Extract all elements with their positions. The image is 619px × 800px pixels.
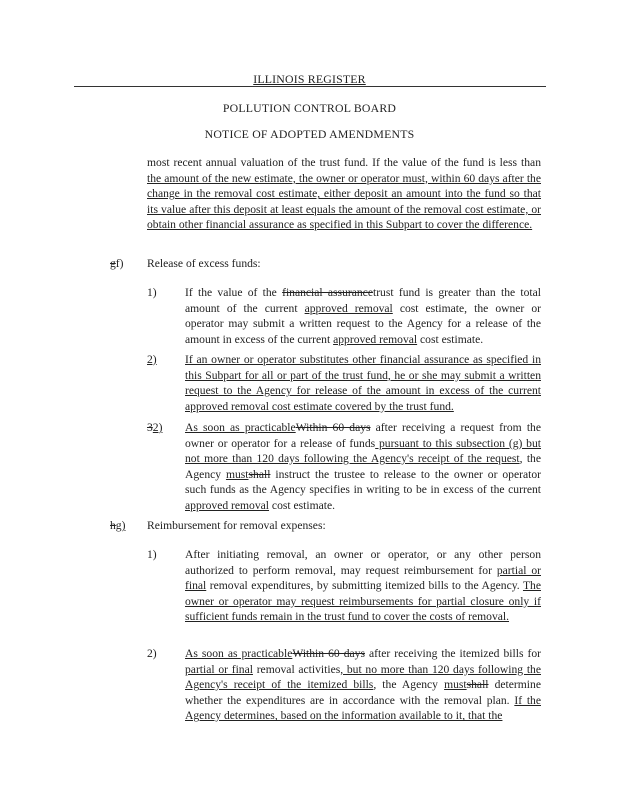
section-g-title: Reimbursement for removal expenses: [147,519,326,532]
section-f-item-1-num: 1) [147,286,157,299]
section-g-item-2-text: As soon as practicableWithin 60 days after receiving the itemized bills for partial or final removal activities, but no more than 120 days following the Agency's receipt of the itemized bills, the Agency mustshall determine whether the expenditures are in accordance with the removal plan. If the Agency determines, based on the information available to it, that the [185,647,541,723]
section-g-item-2-num: 2) [147,647,157,660]
section-g-item-1-num: 1) [147,548,157,561]
board-header: POLLUTION CONTROL BOARD [222,101,397,115]
section-f-title: Release of excess funds: [147,257,261,270]
section-f-item-2-num: 2) [147,353,157,366]
section-f-item-3-num: 32) [147,421,163,434]
register-header: ILLINOIS REGISTER [253,72,366,86]
section-g-item-1-text: After initiating removal, an owner or operator, or any other person authorized to perform removal, may request reimbursement for partial or final removal expenditures, by submitting itemized bills to the Agency. The owner or operator may request reimbursements for partial closure only if sufficient funds remain in the trust fund to cover the costs of removal. [185,548,541,624]
intro-paragraph [147,155,541,233]
section-f-item-2-text: If an owner or operator substitutes other financial assurance as specified in this Subpart for all or part of the trust fund, he or she may submit a written request to the Agency for release of the amount in excess of the current approved removal cost estimate covered by the trust fund. [185,353,541,413]
section-f-item-1-text: If the value of the financial assurancetrust fund is greater than the total amount of the current approved removal cost estimate, the owner or operator may submit a written request to the Agency for a release of the amount in excess of the current approved removal cost estimate. [185,286,541,346]
notice-header: NOTICE OF ADOPTED AMENDMENTS [204,127,415,141]
section-g-label: hg) [110,519,126,532]
section-f-item-3-text: As soon as practicableWithin 60 days after receiving a request from the owner or operator for a release of funds pursuant to this subsection (g) but not more than 120 days following the Agency's receipt of the request, the Agency mustshall instruct the trustee to release to the owner or operator such funds as the Agency specifies in writing to be in excess of the current approved removal cost estimate. [185,421,541,512]
intro-text: most recent annual valuation of the trust fund. If the value of the fund is less than [147,156,541,169]
header-rule [74,86,546,87]
section-f-label: gf) [110,257,124,270]
intro-underlined-text: the amount of the new estimate, the owner or operator must, within 60 days after the change in the removal cost estimate, either deposit an amount into the fund so that its value after this deposit at least equals the amount of the removal cost estimate, or obtain other financial assurance as specified in this Subpart to cover the difference. [147,171,541,232]
